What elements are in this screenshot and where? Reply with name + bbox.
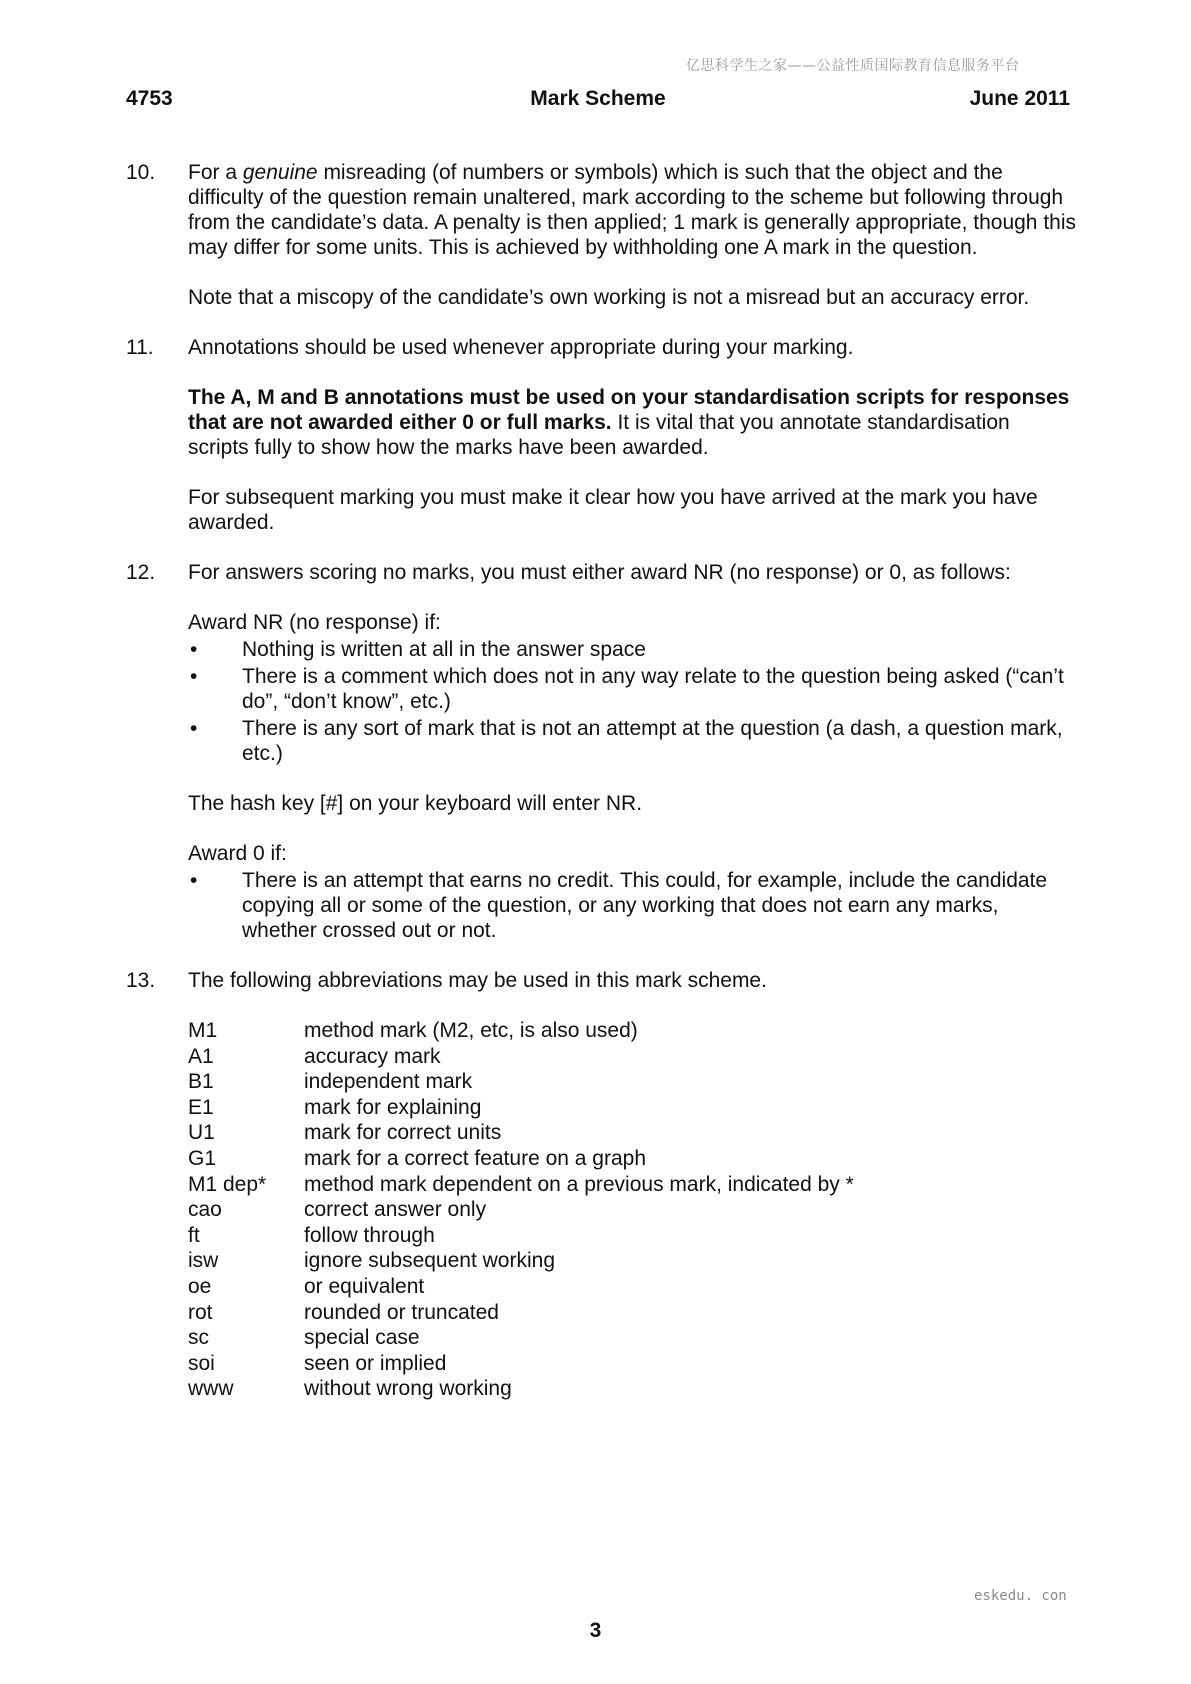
bullet-icon: • [190,869,198,892]
item-10 [126,160,1076,310]
watermark-top: 亿思科学生之家——公益性质国际教育信息服务平台 [686,58,1020,74]
page-title: Mark Scheme [530,87,666,110]
zero-bullet-list [188,868,1076,943]
abbr-meaning: mark for a correct feature on a graph [304,1146,646,1170]
abbr-meaning: follow through [304,1223,435,1247]
hash-note: The hash key [#] on your keyboard will enter NR. [188,792,643,815]
list-item-text: There is an attempt that earns no credit. This could, for example, include the candidate copying all or some of the question, or any working that does not earn any marks, whether crossed out or not. [242,869,1048,942]
item-12 [126,560,1076,943]
document-body [126,160,1076,1427]
emphasis-text: genuine [242,161,318,184]
abbr-code: isw [188,1249,219,1273]
bullet-icon: • [190,638,198,661]
list-item-text: Nothing is written at all in the answer space [242,638,646,661]
abbr-meaning: or equivalent [304,1274,425,1298]
abbr-meaning: method mark dependent on a previous mark, indicated by * [304,1172,854,1196]
abbr-code: rot [188,1300,213,1324]
abbr-meaning: ignore subsequent working [304,1249,555,1273]
paragraph: Annotations should be used whenever appropriate during your marking. [188,336,854,359]
page-number: 3 [589,1619,602,1642]
abbr-meaning: without wrong working [304,1377,512,1401]
abbr-code: www [188,1377,234,1401]
bold-text: The A, M and B annotations must be used on your standardisation scripts for responses that are not awarded either 0 or full marks. [188,386,1070,434]
table-row [188,1018,854,1044]
text: For a [188,161,243,184]
table-row [188,1248,854,1274]
list-item [188,716,1076,766]
paragraph [188,385,1076,460]
abbr-meaning: mark for explaining [304,1095,482,1119]
abbr-code: soi [188,1351,215,1375]
bullet-icon: • [190,717,198,740]
paragraph: The following abbreviations may be used in this mark scheme. [188,969,767,992]
list-item [188,868,1076,943]
abbr-meaning: special case [304,1326,420,1350]
item-number: 10. [126,161,156,184]
paper-date: June 2011 [969,87,1070,110]
abbreviations-table [188,1018,854,1402]
zero-intro: Award 0 if: [188,842,287,865]
abbr-code: ft [188,1223,200,1247]
abbr-meaning: seen or implied [304,1351,447,1375]
table-row [188,1044,854,1070]
table-row [188,1300,854,1326]
abbr-meaning: independent mark [304,1070,473,1094]
table-row [188,1223,854,1249]
abbr-code: M1 [188,1019,218,1042]
item-number: 12. [126,561,156,584]
abbr-meaning: accuracy mark [304,1044,441,1068]
abbr-meaning: correct answer only [304,1198,487,1222]
abbr-code: cao [188,1198,222,1222]
text: misreading (of numbers or symbols) which is such that the object and the difficulty of the question remain unaltered, mark according to the scheme but following through from the candidate’s data. A penalty is then applied; 1 mark is generally appropriate, though this may differ for some units. This is achieved by withholding one A mark in the question. [188,161,1076,259]
abbr-meaning: rounded or truncated [304,1300,499,1324]
item-13 [126,968,1076,1402]
abbr-code: M1 dep* [188,1172,267,1196]
abbr-code: oe [188,1274,212,1298]
table-row [188,1197,854,1223]
paragraph: For answers scoring no marks, you must either award NR (no response) or 0, as follows: [188,561,1011,584]
item-number: 13. [126,969,156,992]
abbr-code: G1 [188,1146,217,1170]
table-row [188,1274,854,1300]
paragraph [188,160,1076,260]
abbr-code: B1 [188,1070,214,1094]
item-number: 11. [126,336,154,359]
abbr-code: U1 [188,1121,215,1145]
table-row [188,1069,854,1095]
table-row [188,1095,854,1121]
list-item [188,637,1076,662]
paper-code: 4753 [126,87,173,110]
text: It is vital that you annotate standardisation scripts fully to show how the marks have been awarded. [188,411,1010,459]
list-item-text: There is any sort of mark that is not an attempt at the question (a dash, a question mark, etc.) [242,717,1063,765]
paragraph: Note that a miscopy of the candidate’s own working is not a misread but an accuracy error. [188,286,1030,309]
abbr-meaning: method mark (M2, etc, is also used) [304,1019,638,1042]
abbr-meaning: mark for correct units [304,1121,502,1145]
nr-intro: Award NR (no response) if: [188,611,441,634]
abbr-code: E1 [188,1095,214,1119]
paragraph: For subsequent marking you must make it clear how you have arrived at the mark you have awarded. [188,486,1038,534]
abbr-code: sc [188,1326,209,1350]
table-row [188,1172,854,1198]
nr-bullet-list [188,637,1076,766]
table-row [188,1146,854,1172]
table-row [188,1376,854,1402]
item-11 [126,335,1076,535]
table-row [188,1351,854,1377]
abbr-code: A1 [188,1044,214,1068]
list-item-text: There is a comment which does not in any way relate to the question being asked (“can’t do”, “don’t know”, etc.) [242,665,1064,713]
bullet-icon: • [190,665,198,688]
list-item [188,664,1076,714]
table-row [188,1325,854,1351]
watermark-bottom: eskedu. con [974,1588,1067,1604]
table-row [188,1120,854,1146]
